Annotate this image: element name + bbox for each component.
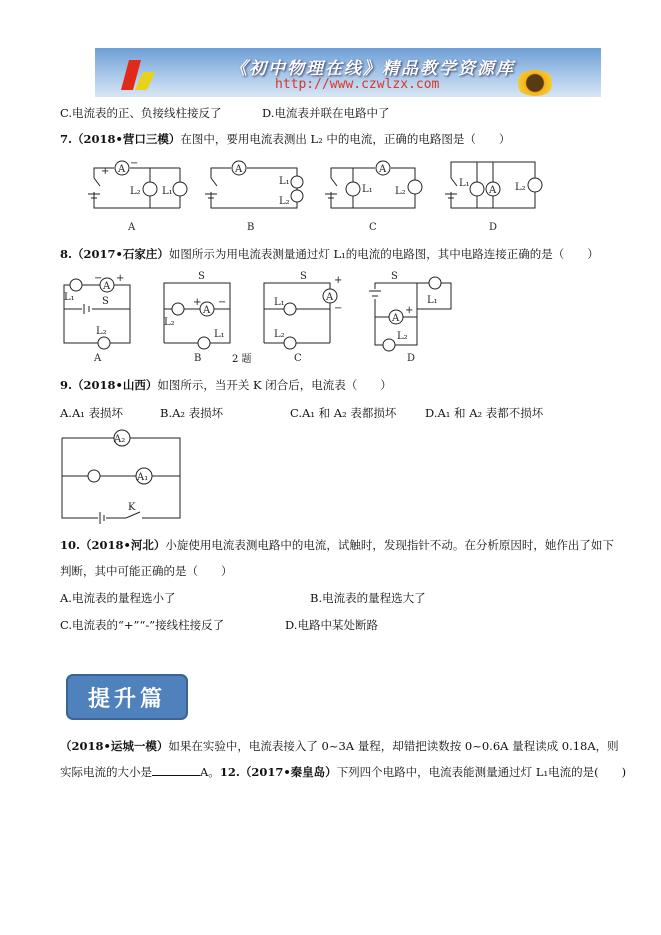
q9-option-c: C.A₁ 和 A₂ 表都损坏 bbox=[290, 406, 397, 420]
q11-number: （2018•运城一模） bbox=[60, 739, 169, 753]
q7-labels-2-label: C bbox=[369, 222, 377, 233]
q7-ammeter-label: A bbox=[379, 164, 387, 175]
q12-number: 12.（2017•秦皇岛） bbox=[219, 765, 337, 779]
q9-option-a: A.A₁ 表损坏 bbox=[60, 406, 124, 420]
circuit-wire bbox=[110, 285, 130, 343]
q10-option-b: B.电流表的量程选大了 bbox=[310, 591, 426, 605]
q9-a2-label: A₂ bbox=[114, 434, 126, 445]
circuit-symbol-icon bbox=[172, 303, 184, 315]
q8-minus-label: − bbox=[334, 303, 343, 314]
q10-text-2: 判断，其中可能正确的是（ ） bbox=[60, 564, 233, 578]
circuit-wire bbox=[375, 299, 383, 345]
lamp-icon bbox=[408, 180, 422, 194]
q8-l2-label: L₂ bbox=[274, 329, 285, 340]
q10-option-d: D.电路中某处断路 bbox=[285, 618, 378, 632]
q11-text: 如果在实验中，电流表接入了 0~3A 量程，却错把读数按 0~0.6A 量程读成 0.18A，则 bbox=[168, 739, 619, 753]
q7-ammeter-label: A bbox=[235, 164, 243, 175]
lamp-icon bbox=[143, 182, 157, 196]
q7-l1-label: L₁ bbox=[279, 176, 290, 187]
banner-title: 《初中物理在线》精品教学资源库 bbox=[230, 59, 515, 79]
q7-circuit-b bbox=[205, 158, 305, 238]
section-heading: 提升篇 bbox=[66, 674, 188, 720]
q8-circuit-a bbox=[60, 275, 140, 365]
banner-url: http://www.czwlzx.com bbox=[275, 77, 440, 92]
circuit-wire bbox=[331, 178, 337, 186]
q8-plus-label: + bbox=[193, 297, 202, 308]
circuit-symbol-icon bbox=[284, 337, 296, 349]
q8-ammeter-label: A bbox=[203, 305, 211, 316]
q9-text: 如图所示，当开关 K 闭合后，电流表（ ） bbox=[157, 378, 392, 392]
q8-ammeter-label: A bbox=[103, 281, 111, 292]
q9-option-d: D.A₁ 和 A₂ 表都不损坏 bbox=[425, 406, 544, 420]
q7-l1-label: L₁ bbox=[459, 178, 470, 189]
circuit-wire bbox=[94, 178, 100, 186]
q8-labels-0-label: A bbox=[94, 353, 102, 364]
q8-plus-label: + bbox=[334, 275, 343, 286]
lamp-icon bbox=[346, 182, 360, 196]
q8-switch-label: S bbox=[198, 271, 205, 282]
q8-plus-label: + bbox=[116, 273, 125, 284]
q9-circuit bbox=[62, 430, 182, 525]
q11-unit: A。 bbox=[200, 765, 220, 779]
option-label: A bbox=[128, 222, 136, 233]
q7-labels-3-label: D bbox=[489, 222, 498, 233]
q7-text: 在图中，要用电流表测出 L₂ 中的电流，正确的电路图是（ ） bbox=[180, 132, 511, 146]
q7-labels-1-label: B bbox=[247, 222, 255, 233]
q8-l2-label: L₂ bbox=[397, 331, 408, 342]
q8-circuit-c bbox=[260, 271, 343, 365]
q6-option-d: D.电流表并联在电路中了 bbox=[262, 106, 390, 120]
q7-circuit-d bbox=[445, 158, 545, 238]
lamp-icon bbox=[88, 470, 100, 482]
q8-minus-label: − bbox=[218, 297, 227, 308]
q8-ammeter-label: A bbox=[326, 292, 334, 303]
q9-option-b: B.A₂ 表损坏 bbox=[160, 406, 224, 420]
answer-blank[interactable] bbox=[152, 775, 200, 776]
circuit-wire bbox=[211, 178, 217, 186]
q7-minus-label: − bbox=[130, 158, 139, 169]
q8-labels-3-label: D bbox=[407, 353, 416, 364]
circuit-wire bbox=[391, 168, 415, 180]
q8-l2-label: L₂ bbox=[96, 326, 107, 337]
circuit-wire bbox=[375, 283, 429, 289]
q9-k-label: K bbox=[128, 502, 136, 513]
q8-l2-label: L₂ bbox=[164, 317, 175, 328]
q10-option-a: A.电流表的量程选小了 bbox=[60, 591, 176, 605]
q8-labels-2-label: C bbox=[294, 353, 302, 364]
q7-ammeter-label: A bbox=[489, 185, 497, 196]
q8-labels-1-label: B bbox=[194, 353, 202, 364]
ammeter-label: A bbox=[118, 164, 126, 175]
circuit-wire bbox=[451, 178, 457, 186]
banner-image bbox=[95, 48, 601, 97]
q7-l1-label: L₁ bbox=[162, 186, 173, 197]
lamp-icon bbox=[470, 182, 484, 196]
q8-circuit-d bbox=[365, 271, 445, 365]
q8-l1-label: L₁ bbox=[427, 295, 438, 306]
q8-l1-label: L₁ bbox=[274, 297, 285, 308]
q11-text-2: 实际电流的大小是 bbox=[60, 765, 152, 779]
q7-circuit-c bbox=[325, 158, 425, 238]
q8-l1-label: L₁ bbox=[214, 329, 225, 340]
q7-l2-label: L₂ bbox=[515, 182, 526, 193]
figure-note: 2 题 bbox=[232, 354, 252, 365]
lamp-icon bbox=[173, 182, 187, 196]
q8-text: 如图所示为用电流表测量通过灯 L₁的电流的电路图，其中电路连接正确的是（ ） bbox=[168, 247, 599, 261]
q7-circuit-a bbox=[88, 158, 188, 238]
lamp-icon bbox=[528, 178, 542, 192]
circuit-symbol-icon bbox=[429, 277, 441, 289]
q8-switch-label: S bbox=[300, 271, 307, 282]
logo-icon-yellow bbox=[135, 72, 155, 90]
q8-minus-label: − bbox=[94, 273, 103, 284]
q7-plus-label: + bbox=[101, 166, 110, 177]
q10-number: 10.（2018•河北） bbox=[60, 538, 166, 552]
q8-l1-label: L₁ bbox=[64, 292, 75, 303]
q10-text: 小旋使用电流表测电路中的电流，试触时，发现指针不动。在分析原因时，她作出了如下 bbox=[165, 538, 614, 552]
q8-number: 8.（2017•石家庄） bbox=[60, 247, 169, 261]
circuit-symbol-icon bbox=[284, 303, 296, 315]
q8-ammeter-label: A bbox=[392, 313, 400, 324]
sunflower-icon bbox=[515, 70, 555, 96]
q6-option-c: C.电流表的正、负接线柱接反了 bbox=[60, 106, 222, 120]
circuit-wire bbox=[211, 168, 231, 178]
q7-number: 7.（2018•营口三模） bbox=[60, 132, 181, 146]
q9-number: 9.（2018•山西） bbox=[60, 378, 158, 392]
q8-switch-label: S bbox=[391, 271, 398, 282]
circuit-symbol-icon bbox=[198, 337, 210, 349]
circuit-symbol-icon bbox=[70, 279, 82, 291]
q7-l2-label: L₂ bbox=[130, 186, 141, 197]
q7-l1-label: L₁ bbox=[362, 184, 373, 195]
q8-circuit-b bbox=[160, 271, 240, 365]
q8-plus-label: + bbox=[405, 305, 414, 316]
lamp-icon bbox=[291, 190, 303, 202]
circuit-symbol-icon bbox=[383, 339, 395, 351]
q7-l2-label: L₂ bbox=[279, 196, 290, 207]
q10-option-c: C.电流表的“+”“-”接线柱接反了 bbox=[60, 618, 225, 632]
q7-l2-label: L₂ bbox=[395, 186, 406, 197]
q9-a1-label: A₁ bbox=[137, 472, 149, 483]
q12-text: 下列四个电路中，电流表能测量通过灯 L₁电流的是( ) bbox=[336, 765, 627, 779]
q8-switch-label: S bbox=[102, 296, 109, 307]
circuit-wire bbox=[247, 168, 297, 176]
lamp-icon bbox=[291, 176, 303, 188]
circuit-symbol-icon bbox=[98, 337, 110, 349]
